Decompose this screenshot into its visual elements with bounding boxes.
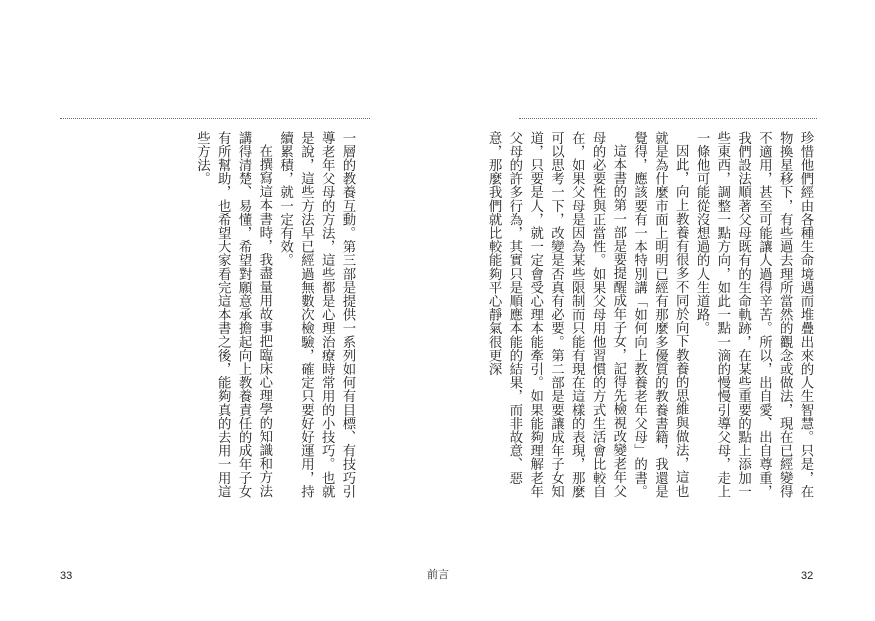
left-paragraph-1: 一層的教養互動。第三部是提供一系列如何有目標、有技巧引導老年父母的方法，這些都是心理治療時常用的小技巧。也就是說，這些方法早已經過無數次檢驗，確定只要好好運用，持續累積，就一定有效。 — [277, 131, 355, 499]
left-page — [0, 0, 437, 621]
right-paragraph-2: 因此，向上教養有很多不同於向下教養的思維與做法，這也就是為什麼市面上明明已經有那麼多優質的教養書籍，我還是覺得，應該要有一本特別講「如何向上教養老年父母」的書。 — [631, 131, 689, 499]
right-paragraph-3: 這本書的第一部是要提醒成年子女，記得先檢視改變老年父母的必要性與正當性。如果父母用他習慣的方式生活會比較自在，如果父母是因為某些限制而只能有現在這樣的表現，那麼可以思考一下，改變是否真有必要。第二部是要讓成年子女知道，只要是人，就一定會受心理本能牽引。如果能夠理解老年父母的許多行為，其實只是順應本能的結果，而非故意、惡意，那麼我們就比較能夠平心靜氣很更深 — [486, 131, 626, 499]
right-page — [437, 0, 875, 621]
right-page-number: 32 — [801, 570, 814, 582]
left-body-text — [194, 131, 357, 506]
top-divider-right — [519, 118, 817, 119]
left-paragraph-2: 在撰寫這本書時，我盡量用故事把臨床心理學的知識和方法講得清楚、易懂，希望對願意承擔起向上教養責任的成年子女有所幫助，也希望大家看完這本書之後，能夠真的去用一用這些方法。 — [194, 131, 272, 499]
right-paragraph-1: 珍惜他們經由各種生命境遇而堆疊出來的人生智慧。只是，在物換星移下，有些過去理所當然的觀念或做法，現在已經變得不適用，甚至可能讓人過得辛苦。所以，出自愛、出自尊重，我們設法順著父母既有的生命軌跡，在某些重要的點上添加一些東西，調整一點方向，如此一點一滴的慢慢引導父母，走上一條他可能從沒想過的人生道路。 — [694, 131, 813, 499]
top-divider-left — [60, 118, 370, 119]
right-body-text — [486, 131, 815, 506]
left-page-number: 33 — [60, 570, 73, 582]
running-head: 前言 — [427, 568, 449, 581]
